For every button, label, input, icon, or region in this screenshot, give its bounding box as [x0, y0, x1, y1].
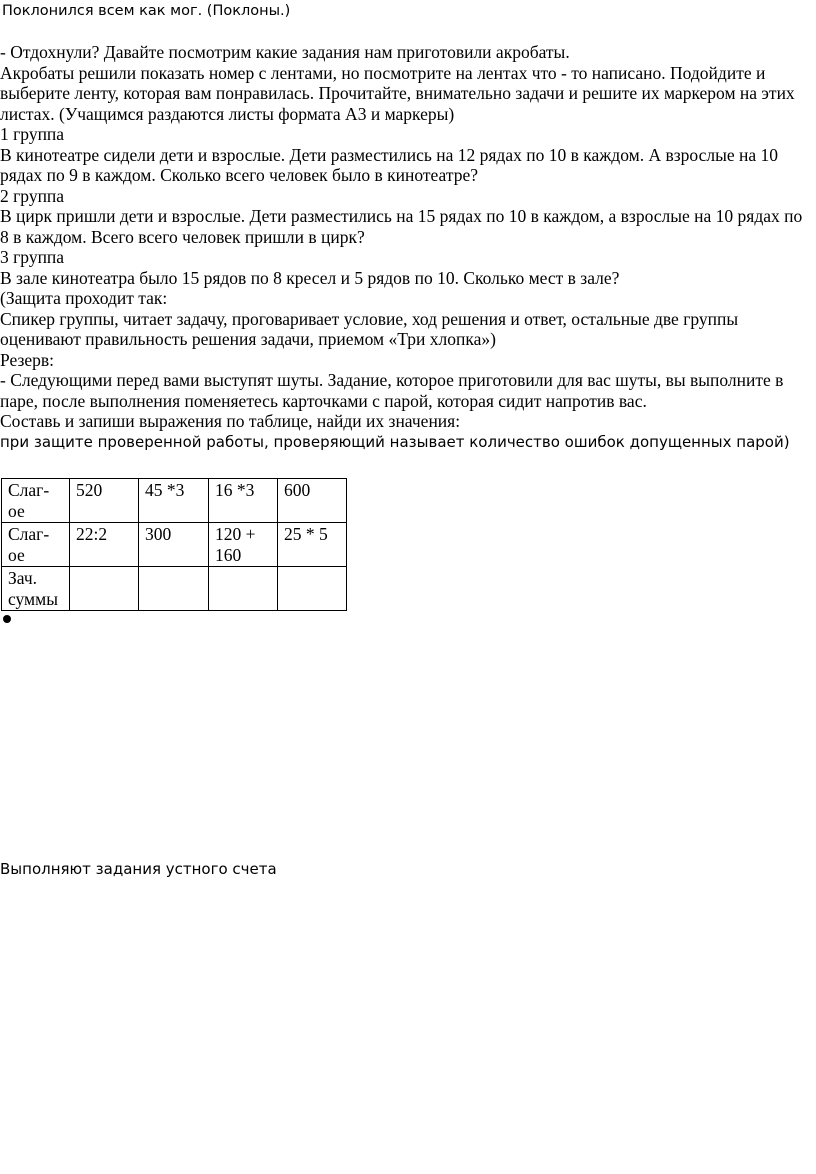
group-heading: 2 группа	[0, 185, 65, 206]
table-row	[2, 523, 347, 567]
table-row	[2, 479, 347, 523]
paragraph: Резерв:	[0, 349, 55, 370]
task-text: В кинотеатре сидели дети и взрослые. Дети разместились на 12 рядах по 10 в каждом. А взрослые на 10 рядах по 9 в каждом. Сколько всего человек было в кинотеатре?	[0, 144, 778, 185]
task-text: В зале кинотеатра было 15 рядов по 8 кресел и 5 рядов по 10. Сколько мест в зале?	[0, 267, 620, 288]
paragraph: - Отдохнули? Давайте посмотрим какие задания нам приготовили акробаты.	[0, 42, 570, 62]
document-body	[0, 42, 812, 452]
table-cell: 520	[70, 479, 139, 523]
paragraph: Акробаты решили показать номер с лентами, но посмотрите на лентах что - то написано. Подойдите и выберите ленту, которая вам понравилась. Прочитайте, внимательно задачи и решите их маркером на этих листах. (Учащимся раздаются листы формата А3 и маркеры)	[0, 62, 795, 124]
table-cell: 300	[139, 523, 209, 567]
table-cell: 120 + 160	[209, 523, 278, 567]
table-cell	[278, 567, 347, 611]
table-cell: 22:2	[70, 523, 139, 567]
table-cell: Зач. суммы	[2, 567, 70, 611]
table-cell: Слаг-ое	[2, 523, 70, 567]
sums-table	[1, 478, 347, 611]
table-cell	[70, 567, 139, 611]
paragraph: Спикер группы, читает задачу, проговаривает условие, ход решения и ответ, остальные две группы оценивают правильность решения задачи, приемом «Три хлопка»)	[0, 308, 739, 349]
task-text: В цирк пришли дети и взрослые. Дети разместились на 15 рядах по 10 в каждом, а взрослые на 10 рядах по 8 в каждом. Всего всего человек пришли в цирк?	[0, 206, 803, 247]
table-row	[2, 567, 347, 611]
table-cell	[139, 567, 209, 611]
table-cell: 16 *3	[209, 479, 278, 523]
group-heading: 3 группа	[0, 247, 65, 267]
paragraph: при защите проверенной работы, проверяющий называет количество ошибок допущенных парой)	[0, 432, 790, 451]
paragraph: Составь и запиши выражения по таблице, найди их значения:	[0, 411, 461, 431]
group-heading: 1 группа	[0, 124, 65, 144]
bullet-icon	[3, 615, 11, 623]
table-cell: 45 *3	[139, 479, 209, 523]
table-cell: 600	[278, 479, 347, 523]
footer-text: Выполняют задания устного счета	[0, 860, 277, 878]
table-cell: Слаг-ое	[2, 479, 70, 523]
page-header: Поклонился всем как мог. (Поклоны.)	[2, 3, 291, 19]
paragraph: - Следующими перед вами выступят шуты. Задание, которое приготовили для вас шуты, вы выполните в паре, после выполнения поменяетесь карточками с парой, которая сидит напротив вас.	[0, 370, 784, 411]
paragraph: (Защита проходит так:	[0, 288, 168, 308]
table-cell: 25 * 5	[278, 523, 347, 567]
sums-table-wrapper	[1, 478, 347, 611]
table-cell	[209, 567, 278, 611]
